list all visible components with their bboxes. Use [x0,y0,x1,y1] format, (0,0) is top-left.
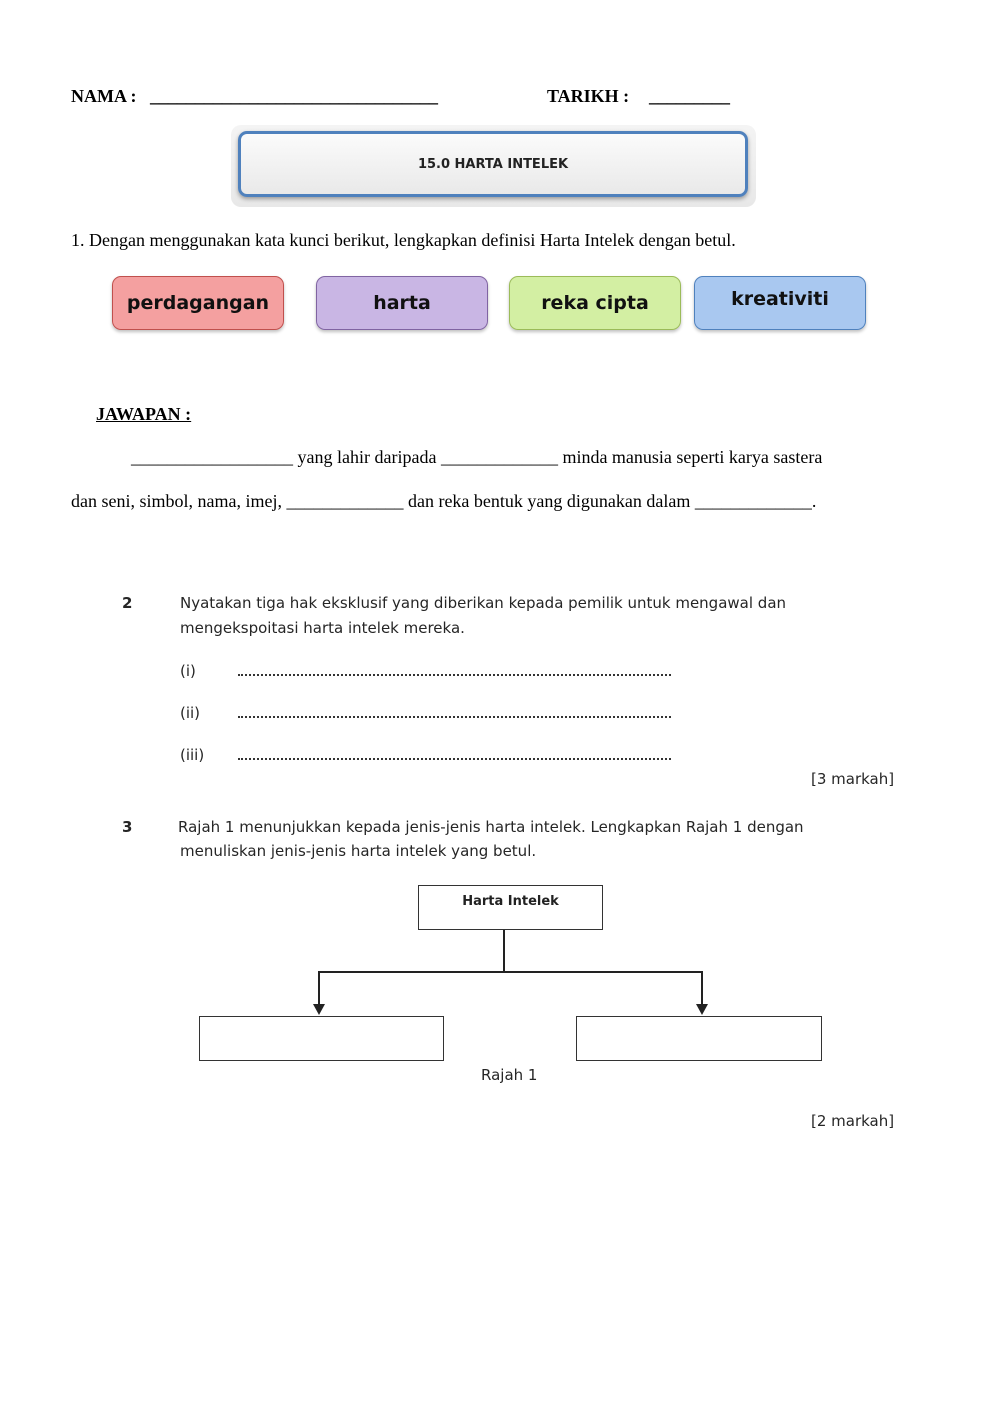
date-label: TARIKH : [547,86,630,106]
q3-number: 3 [122,818,133,836]
name-label: NAMA : [71,86,137,106]
q2-item-iii-answer-line[interactable] [238,758,671,760]
diagram-connector-horizontal [318,971,703,973]
diagram-root-box: Harta Intelek [418,885,603,930]
q2-marks: [3 markah] [811,770,895,788]
q2-number: 2 [122,594,133,612]
q2-item-ii-label: (ii) [180,704,201,722]
q2-item-i-label: (i) [180,662,196,680]
keyword-reka-cipta[interactable]: reka cipta [509,276,681,330]
page-title: 15.0 HARTA INTELEK [238,131,748,197]
q3-text-line-2: menuliskan jenis-jenis harta intelek yang betul. [180,842,537,860]
q2-item-i-answer-line[interactable] [238,674,671,676]
q2-text-line-1: Nyatakan tiga hak eksklusif yang diberikan kepada pemilik untuk mengawal dan [180,594,787,612]
answer-line-1[interactable]: __________________ yang lahir daripada _____________ minda manusia seperti karya sastera [131,447,823,467]
jawapan-label: JAWAPAN : [96,404,192,424]
name-blank[interactable]: ________________________________ [150,86,438,106]
q3-text-line-1: Rajah 1 menunjukkan kepada jenis-jenis harta intelek. Lengkapkan Rajah 1 dengan [178,818,804,836]
diagram-connector-vertical [503,930,505,972]
q2-item-ii-answer-line[interactable] [238,716,671,718]
keyword-kreativiti[interactable]: kreativiti [694,276,866,330]
answer-line-2[interactable]: dan seni, simbol, nama, imej, _____________ dan reka bentuk yang digunakan dalam _____________. [71,491,817,511]
diagram-answer-box-right[interactable] [576,1016,822,1061]
q3-marks: [2 markah] [811,1112,895,1130]
q2-item-iii-label: (iii) [180,746,205,764]
keyword-harta[interactable]: harta [316,276,488,330]
keyword-perdagangan[interactable]: perdagangan [112,276,284,330]
date-blank[interactable]: _________ [649,86,730,106]
arrow-down-right-icon [696,1004,708,1016]
arrow-down-left-icon [313,1004,325,1016]
diagram-answer-box-left[interactable] [199,1016,444,1061]
diagram-caption: Rajah 1 [481,1066,538,1084]
q1-instruction: 1. Dengan menggunakan kata kunci berikut, lengkapkan definisi Harta Intelek dengan betul. [71,230,736,250]
q2-text-line-2: mengekspoitasi harta intelek mereka. [180,619,465,637]
